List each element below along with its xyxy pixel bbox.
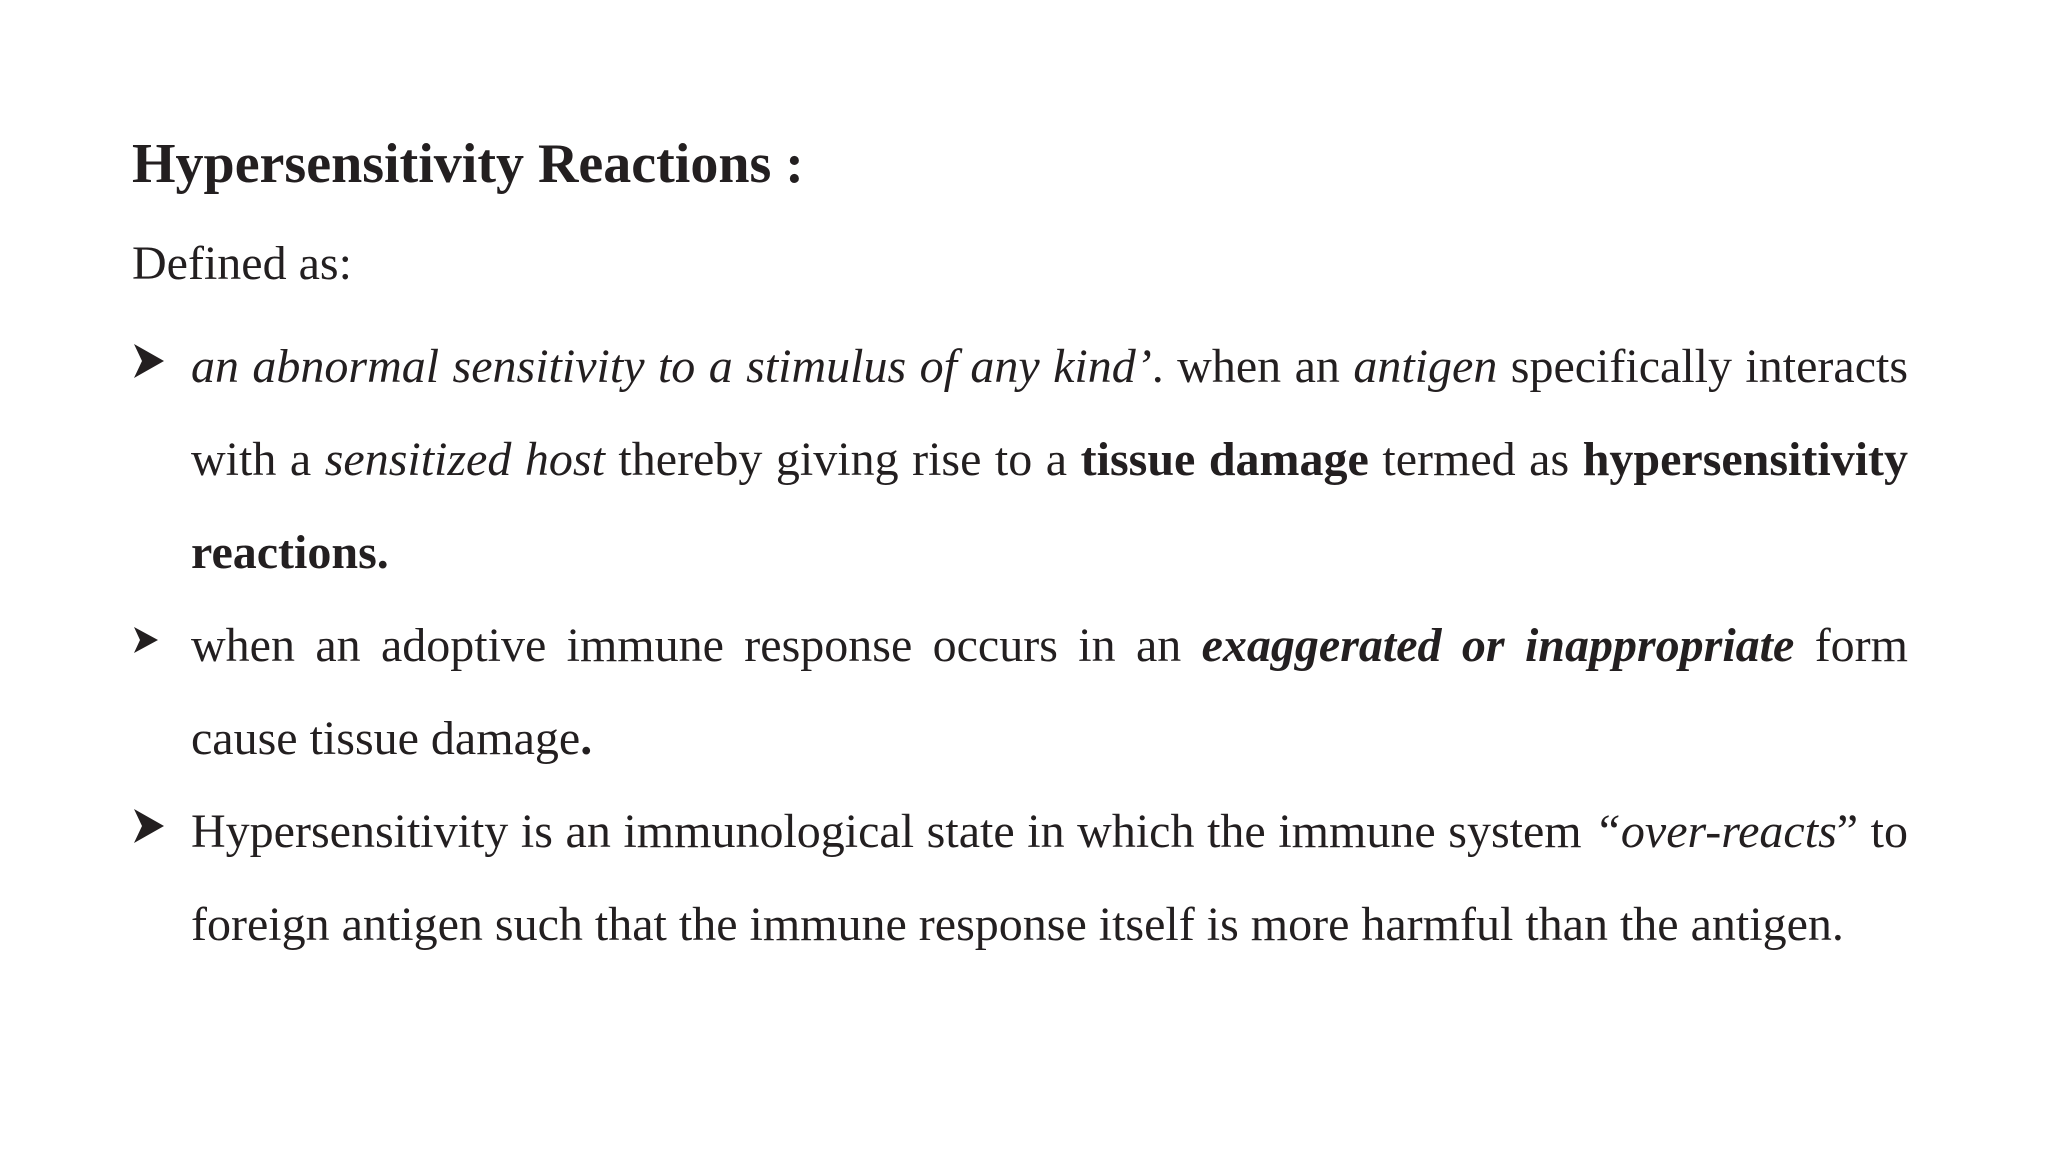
bullet-text-segment: form cause tissue damage [191,619,1908,765]
list-item [132,599,1908,785]
bullet-text-segment: hypersensitivity reactions. [191,433,1909,579]
arrowhead-bullet-icon [132,785,172,878]
bullet-text-segment: when an adoptive immune response occurs in an [191,619,1202,672]
bullet-text-segment: Hypersensitivity is an immunological state in which the immune system [191,805,1595,858]
bullet-text-segment: specifically interacts with a [191,340,1909,486]
bullet-text-segment: “over-reacts [1594,805,1837,858]
list-item [132,320,1908,599]
bullet-text-segment: termed as [1368,433,1583,486]
definition-heading: Defined as: [132,237,352,290]
bullet-text-segment: sensitized host [324,433,605,486]
bullet-text-segment: antigen [1353,340,1498,393]
arrowhead-bullet-icon [132,320,172,413]
bullet-text-segment: . [580,712,593,765]
arrowhead-bullet-icon [132,599,172,692]
bullet-text-segment: tissue damage [1080,433,1369,486]
bullet-text-segment: thereby giving rise to a [604,433,1081,486]
list-item [132,785,1908,971]
page-title: Hypersensitivity Reactions : [132,133,804,195]
bullet-text-segment: an abnormal sensitivity to a stimulus of any kind’ [191,340,1152,393]
bullet-text-segment: . when an [1151,340,1354,393]
bullet-text-segment: ” to foreign antigen such that the immune response itself is more harmful than the antigen. [191,805,1908,951]
bullet-text-segment: exaggerated or inappropriate [1201,619,1795,672]
definition-list [132,320,1908,971]
